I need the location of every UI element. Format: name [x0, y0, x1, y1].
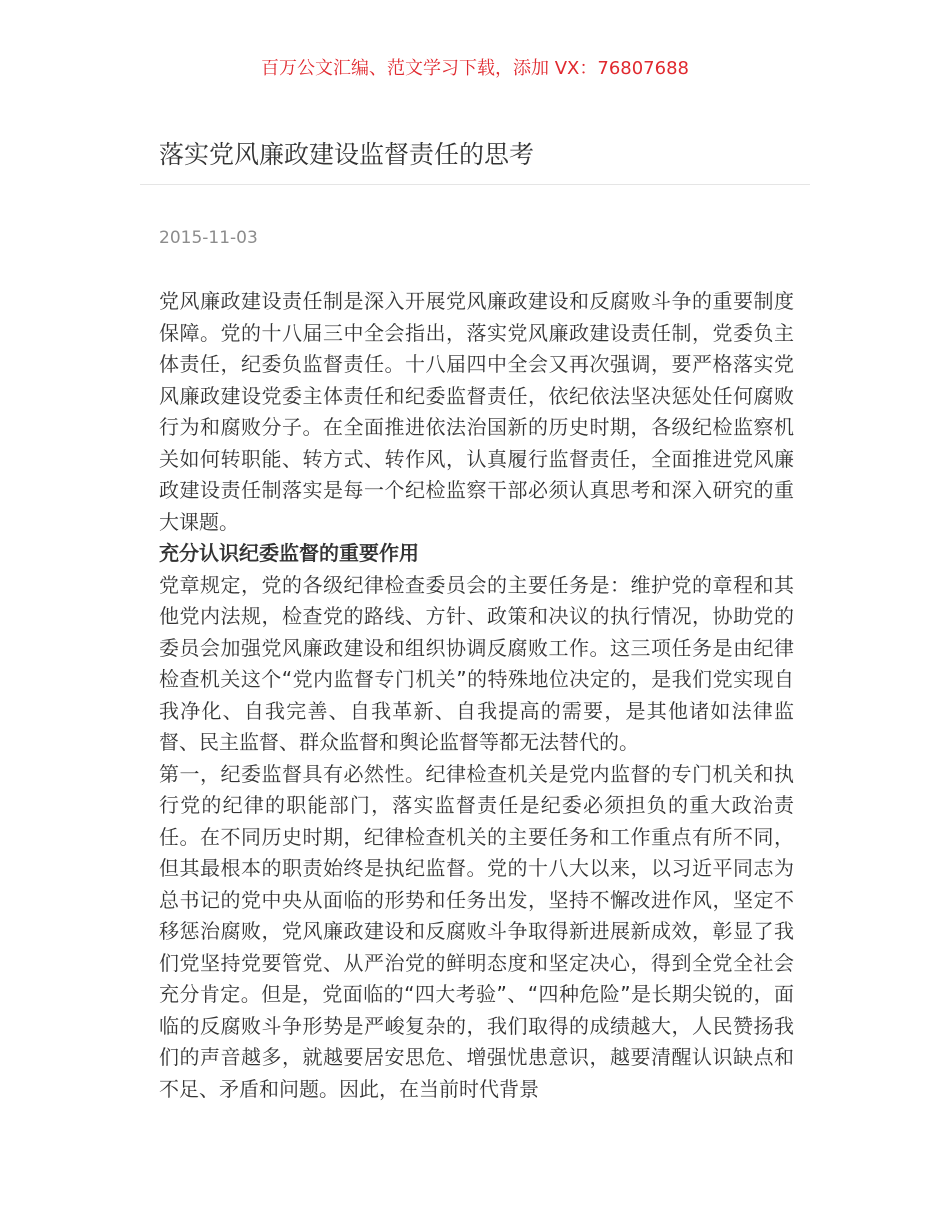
- page-title: 落实党风廉政建设监督责任的思考: [159, 140, 535, 169]
- body-paragraph: 第一，纪委监督具有必然性。纪律检查机关是党内监督的专门机关和执行党的纪律的职能部门，落实监督责任是纪委必须担负的重大政治责任。在不同历史时期，纪律检查机关的主要任务和工作重点有所不同，但其最根本的职责始终是执纪监督。党的十八大以来，以习近平同志为总书记的党中央从面临的形势和任务出发，坚持不懈改进作风，坚定不移惩治腐败，党风廉政建设和反腐败斗争取得新进展新成效，彰显了我们党坚持党要管党、从严治党的鲜明态度和坚定决心，得到全党全社会充分肯定。但是，党面临的“四大考验”、“四种危险”是长期尖锐的，面临的反腐败斗争形势是严峻复杂的，我们取得的成绩越大，人民赞扬我们的声音越多，就越要居安思危、增强忧患意识，越要清醒认识缺点和不足、矛盾和问题。因此，在当前时代背景: [159, 761, 794, 1101]
- promo-banner: 百万公文汇编、范文学习下载，添加 VX：76807688: [261, 58, 689, 79]
- publish-date: 2015-11-03: [159, 228, 258, 248]
- body-paragraph: 党章规定，党的各级纪律检查委员会的主要任务是：维护党的章程和其他党内法规，检查党的路线、方针、政策和决议的执行情况，协助党的委员会加强党风廉政建设和组织协调反腐败工作。这三项任务是由纪律检查机关这个“党内监督专门机关”的特殊地位决定的，是我们党实现自我净化、自我完善、自我革新、自我提高的需要，是其他诸如法律监督、民主监督、群众监督和舆论监督等都无法替代的。: [159, 572, 794, 754]
- section-heading: 充分认识纪委监督的重要作用: [159, 541, 419, 565]
- title-divider: [140, 184, 810, 185]
- intro-paragraph: 党风廉政建设责任制是深入开展党风廉政建设和反腐败斗争的重要制度保障。党的十八届三中全会指出，落实党风廉政建设责任制，党委负主体责任，纪委负监督责任。十八届四中全会又再次强调，要严格落实党风廉政建设党委主体责任和纪委监督责任，依纪依法坚决惩处任何腐败行为和腐败分子。在全面推进依法治国新的历史时期，各级纪检监察机关如何转职能、转方式、转作风，认真履行监督责任，全面推进党风廉政建设责任制落实是每一个纪检监察干部必须认真思考和深入研究的重大课题。: [159, 289, 794, 534]
- article-body: [159, 286, 794, 1105]
